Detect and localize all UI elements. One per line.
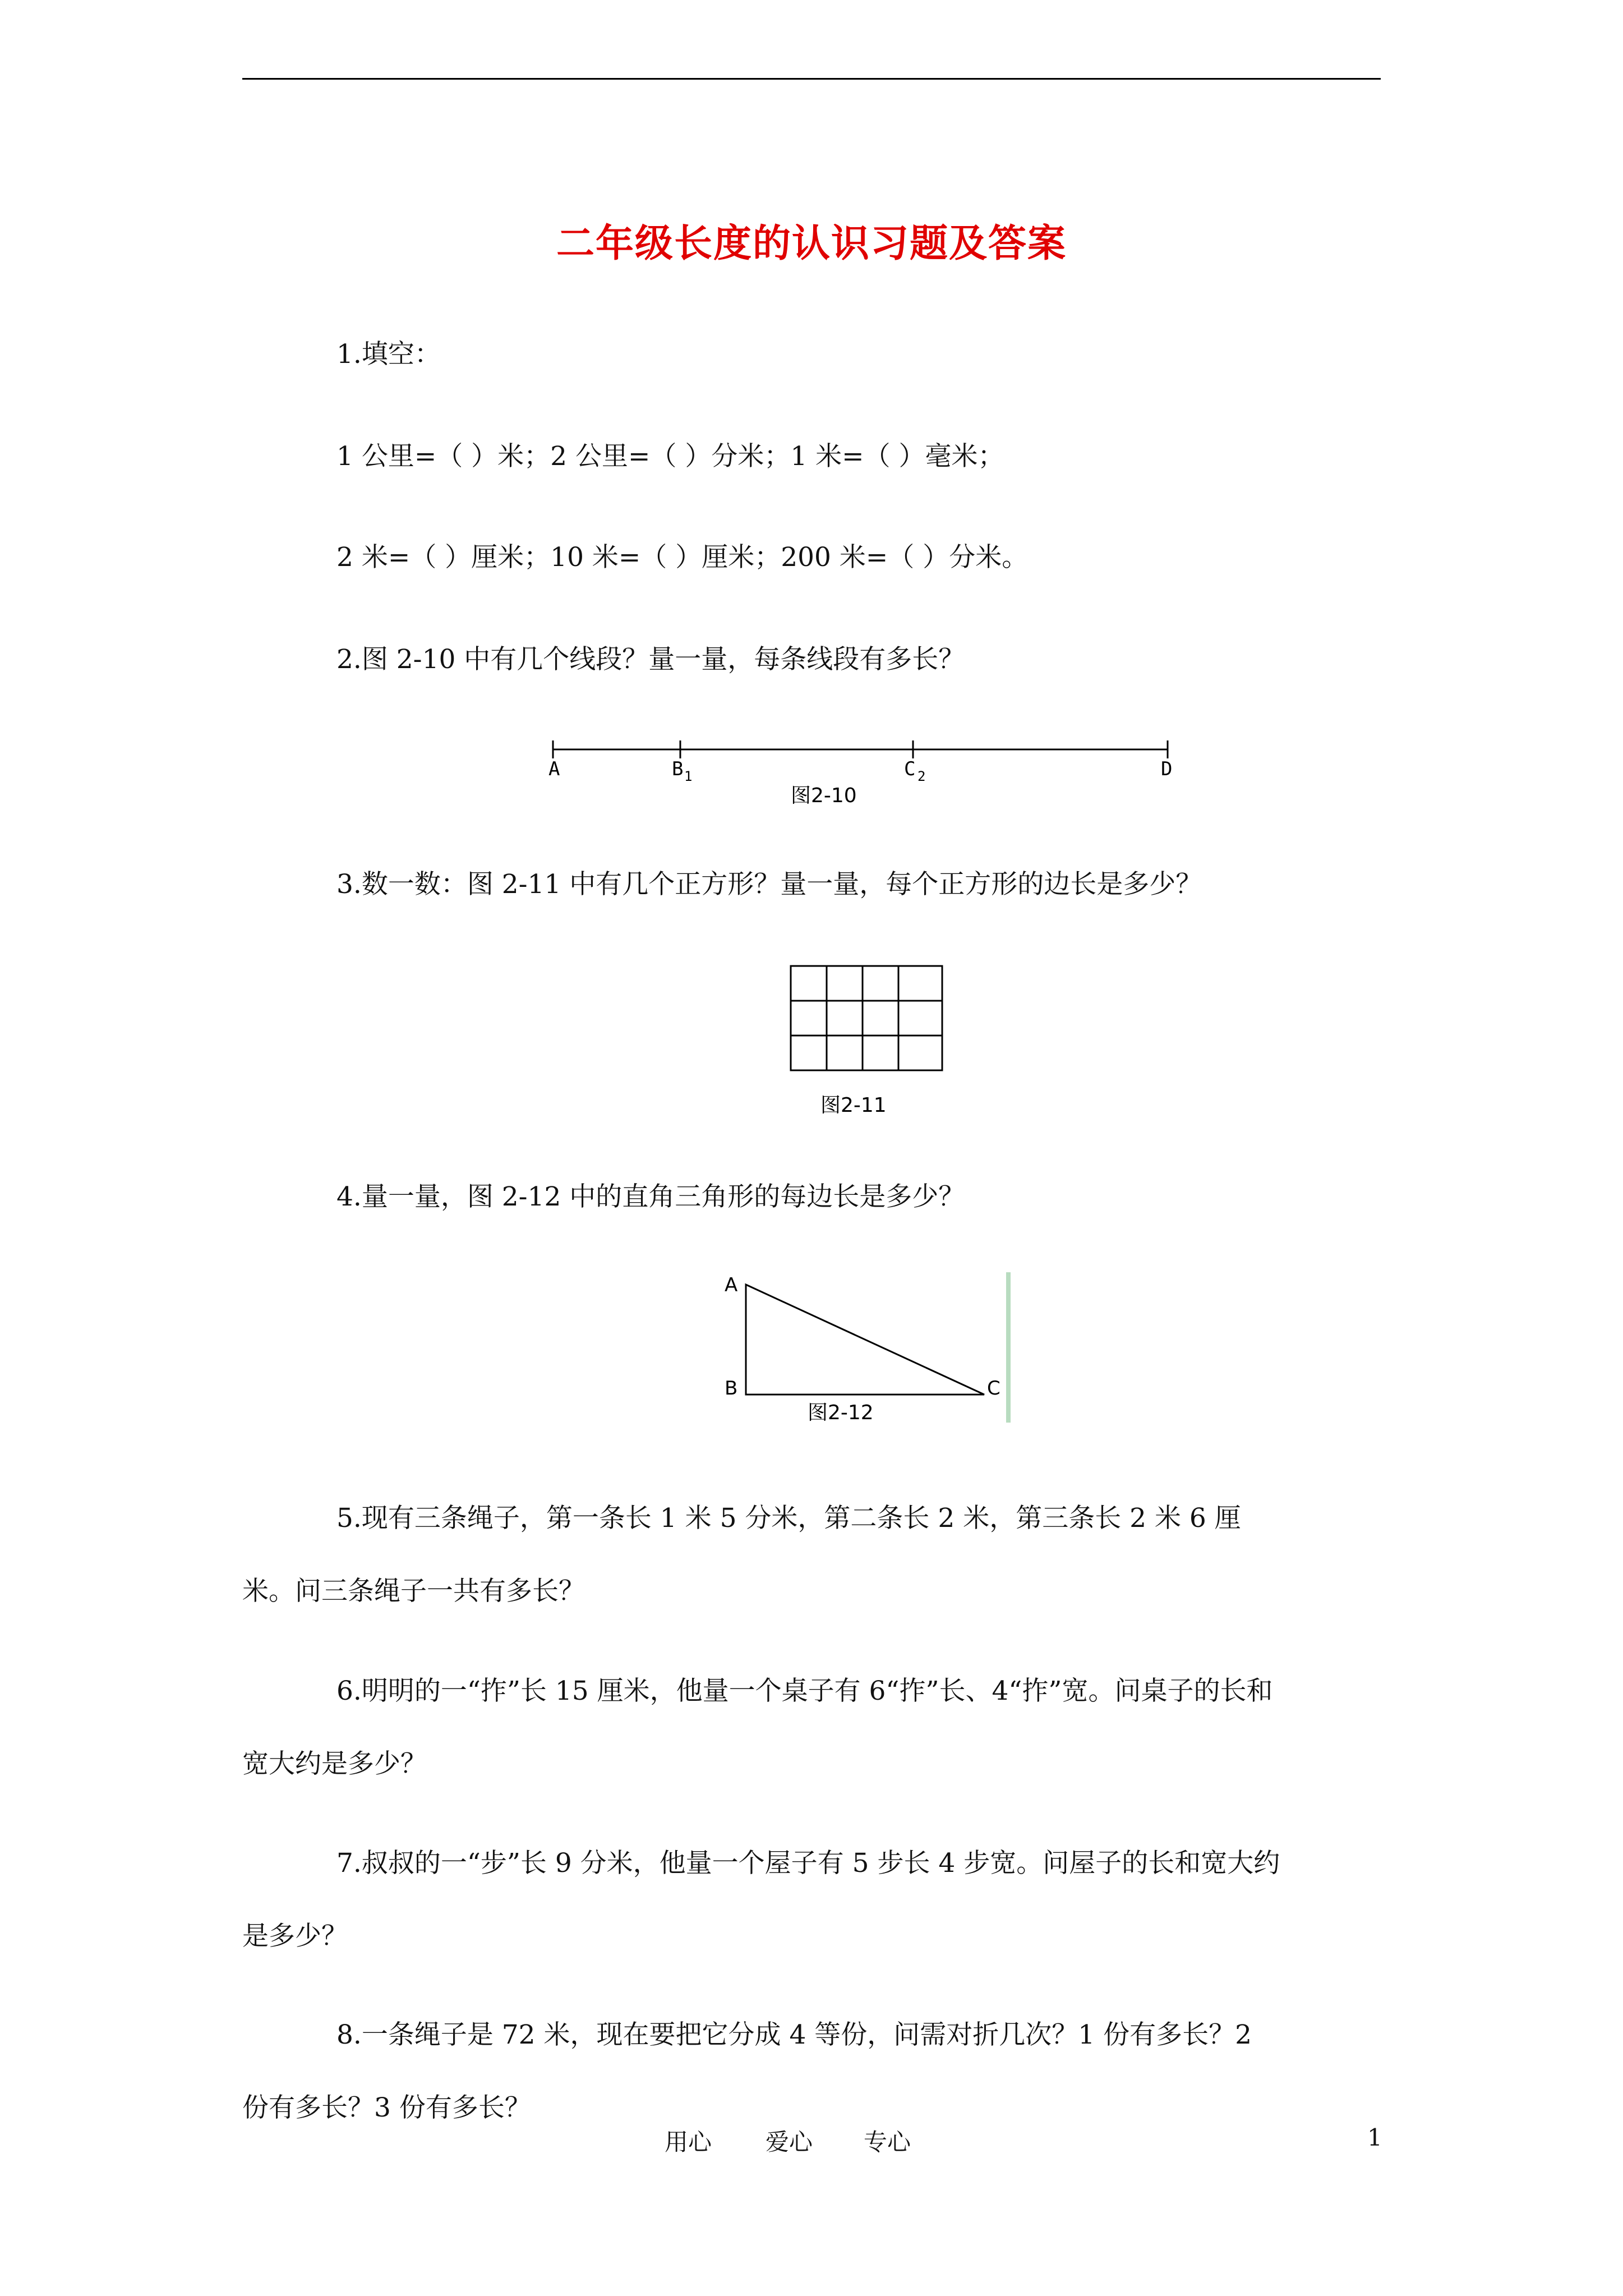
q1-line2: 2 米=（ ）厘米；10 米=（ ）厘米；200 米=（ ）分米。 [336, 542, 1029, 573]
q3-text: 3.数一数：图 2-11 中有几个正方形？量一量，每个正方形的边长是多少？ [336, 869, 1202, 900]
footer-motto-3: 专心 [864, 2128, 911, 2156]
caption-2-11: 图2-11 [820, 1094, 887, 1117]
figure-2-12 [718, 1268, 1032, 1444]
label-c-subscript: 2 [917, 769, 926, 784]
footer-motto-2: 爱心 [766, 2128, 813, 2156]
label-a: A [548, 758, 560, 780]
q4-text: 4.量一量，图 2-12 中的直角三角形的每边长是多少？ [336, 1181, 965, 1212]
footer-motto-1: 用心 [665, 2128, 712, 2156]
q6-text: 6.明明的一“拃”长 15 厘米，他量一个桌子有 6“拃”长、4“拃”宽。问桌子的长和宽大约是多少？ [242, 1676, 1273, 1779]
vertex-b: B [725, 1377, 738, 1400]
caption-2-10: 图2-10 [791, 784, 857, 807]
label-b-subscript: 1 [684, 769, 693, 784]
q7-text: 7.叔叔的一“步”长 9 分米，他量一个屋子有 5 步长 4 步宽。问屋子的长和宽大约是多少？ [242, 1848, 1280, 1952]
figure-2-10 [544, 729, 1178, 816]
label-c: C [904, 758, 916, 780]
grid-outline [791, 966, 942, 1070]
figure-2-11 [790, 965, 952, 1124]
q5-text: 5.现有三条绳子，第一条长 1 米 5 分米，第二条长 2 米，第三条长 2 米 6 厘米。问三条绳子一共有多长？ [242, 1503, 1241, 1607]
page-title: 二年级长度的认识习题及答案 [556, 221, 1067, 266]
page-number: 1 [1367, 2124, 1382, 2151]
q1-heading: 1.填空： [336, 339, 441, 370]
q2-text: 2.图 2-10 中有几个线段？量一量，每条线段有多长？ [336, 644, 965, 675]
label-d: D [1161, 758, 1173, 780]
triangle-abc [746, 1285, 984, 1395]
caption-2-12: 图2-12 [808, 1401, 874, 1424]
q8-text: 8.一条绳子是 72 米，现在要把它分成 4 等份，问需对折几次？1 份有多长？2 份有多长？3 份有多长？ [242, 2019, 1252, 2123]
vertex-c: C [987, 1377, 1000, 1400]
label-b: B [672, 758, 684, 780]
vertex-a: A [725, 1274, 738, 1296]
q1-line1: 1 公里=（ ）米；2 公里=（ ）分米；1 米=（ ）毫米； [336, 441, 1004, 472]
header-rule [242, 78, 1381, 80]
